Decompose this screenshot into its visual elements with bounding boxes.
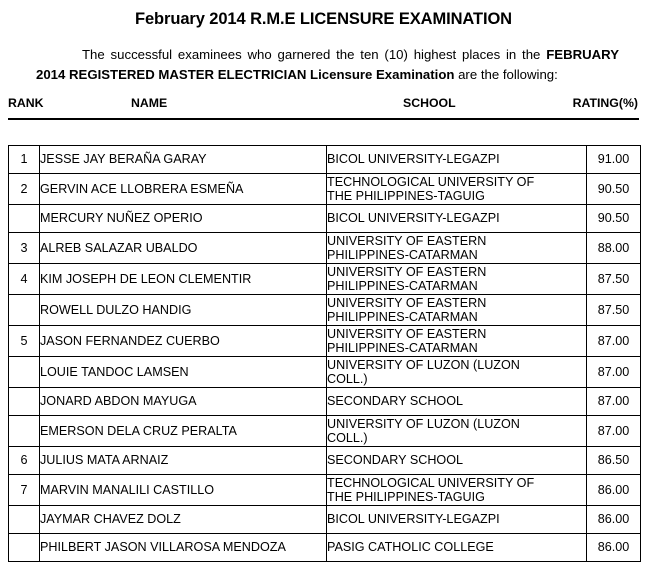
cell-school xyxy=(327,264,587,295)
cell-name: JAYMAR CHAVEZ DOLZ xyxy=(40,506,327,534)
cell-rank xyxy=(9,205,40,233)
cell-name: JESSE JAY BERAÑA GARAY xyxy=(40,146,327,174)
cell-rank xyxy=(9,506,40,534)
school-line-2: PHILIPPINES-CATARMAN xyxy=(327,279,478,293)
cell-school xyxy=(327,233,587,264)
school-line-2: THE PHILIPPINES-TAGUIG xyxy=(327,490,485,504)
school-line-1: SECONDARY SCHOOL xyxy=(327,394,464,409)
cell-school xyxy=(327,416,587,447)
cell-school xyxy=(327,357,587,388)
cell-school xyxy=(327,506,587,534)
school-line-2: PHILIPPINES-CATARMAN xyxy=(327,310,478,324)
school-line-2: THE PHILIPPINES-TAGUIG xyxy=(327,189,485,203)
cell-name: GERVIN ACE LLOBRERA ESMEÑA xyxy=(40,174,327,205)
cell-name: PHILBERT JASON VILLAROSA MENDOZA xyxy=(40,534,327,562)
cell-rank: 1 xyxy=(9,146,40,174)
cell-rank: 3 xyxy=(9,233,40,264)
school-line-2: PHILIPPINES-CATARMAN xyxy=(327,248,478,262)
cell-rank: 4 xyxy=(9,264,40,295)
page-title: February 2014 R.M.E LICENSURE EXAMINATION xyxy=(134,10,512,28)
school-line-1: UNIVERSITY OF EASTERN xyxy=(327,326,487,341)
table-row xyxy=(9,295,641,326)
cell-school xyxy=(327,388,587,416)
cell-rating: 90.50 xyxy=(587,174,641,205)
cell-rating: 91.00 xyxy=(587,146,641,174)
cell-school xyxy=(327,475,587,506)
school-line-1: TECHNOLOGICAL UNIVERSITY OF xyxy=(327,475,535,490)
table-row xyxy=(9,326,641,357)
school-line-1: BICOL UNIVERSITY-LEGAZPI xyxy=(327,152,500,167)
cell-name: JONARD ABDON MAYUGA xyxy=(40,388,327,416)
cell-rating: 86.00 xyxy=(587,475,641,506)
cell-rank: 2 xyxy=(9,174,40,205)
cell-name: KIM JOSEPH DE LEON CLEMENTIR xyxy=(40,264,327,295)
column-header-name: NAME xyxy=(131,96,168,110)
cell-name: MERCURY NUÑEZ OPERIO xyxy=(40,205,327,233)
table-row xyxy=(9,357,641,388)
cell-rating: 87.50 xyxy=(587,295,641,326)
table-row xyxy=(9,233,641,264)
table-row xyxy=(9,506,641,534)
cell-rating: 86.50 xyxy=(587,447,641,475)
cell-name: LOUIE TANDOC LAMSEN xyxy=(40,357,327,388)
cell-school xyxy=(327,205,587,233)
cell-rank xyxy=(9,357,40,388)
cell-rating: 90.50 xyxy=(587,205,641,233)
table-row xyxy=(9,475,641,506)
intro-text-suffix: are the following: xyxy=(454,66,558,82)
header-divider-rule xyxy=(8,118,639,120)
cell-rating: 86.00 xyxy=(587,534,641,562)
column-header-rating: RATING(%) xyxy=(572,96,638,110)
results-table-body xyxy=(9,146,641,562)
intro-text-prefix: The successful examinees who garnered the ten (10) highest places in the xyxy=(82,47,547,62)
cell-rating: 86.00 xyxy=(587,506,641,534)
school-line-1: SECONDARY SCHOOL xyxy=(327,453,464,468)
cell-name: JULIUS MATA ARNAIZ xyxy=(40,447,327,475)
intro-text-bold: FEBRUARY 2014 REGISTERED MASTER ELECTRICIAN Licensure Examination xyxy=(36,47,619,82)
cell-name: ALREB SALAZAR UBALDO xyxy=(40,233,327,264)
table-row xyxy=(9,205,641,233)
cell-rating: 87.00 xyxy=(587,388,641,416)
school-line-2: PHILIPPINES-CATARMAN xyxy=(327,341,478,355)
cell-rating: 87.00 xyxy=(587,416,641,447)
cell-school xyxy=(327,447,587,475)
school-line-2: COLL.) xyxy=(327,431,368,445)
school-line-1: UNIVERSITY OF LUZON (LUZON xyxy=(327,416,520,431)
cell-rank xyxy=(9,388,40,416)
column-header-school: SCHOOL xyxy=(403,96,456,110)
school-line-1: UNIVERSITY OF EASTERN xyxy=(327,295,487,310)
cell-rating: 88.00 xyxy=(587,233,641,264)
table-row xyxy=(9,534,641,562)
cell-name: ROWELL DULZO HANDIG xyxy=(40,295,327,326)
cell-name: JASON FERNANDEZ CUERBO xyxy=(40,326,327,357)
table-row xyxy=(9,416,641,447)
cell-name: EMERSON DELA CRUZ PERALTA xyxy=(40,416,327,447)
cell-rank xyxy=(9,416,40,447)
cell-rank: 6 xyxy=(9,447,40,475)
table-row xyxy=(9,388,641,416)
cell-rank xyxy=(9,295,40,326)
table-row xyxy=(9,447,641,475)
cell-rating: 87.00 xyxy=(587,326,641,357)
results-table xyxy=(8,145,641,562)
school-line-1: UNIVERSITY OF EASTERN xyxy=(327,264,487,279)
table-row xyxy=(9,264,641,295)
school-line-1: BICOL UNIVERSITY-LEGAZPI xyxy=(327,211,500,226)
intro-paragraph xyxy=(0,29,647,84)
school-line-1: PASIG CATHOLIC COLLEGE xyxy=(327,540,494,555)
column-header-rank: RANK xyxy=(8,96,44,110)
table-row xyxy=(9,146,641,174)
school-line-1: UNIVERSITY OF LUZON (LUZON xyxy=(327,357,520,372)
cell-rank: 5 xyxy=(9,326,40,357)
cell-school xyxy=(327,534,587,562)
cell-school xyxy=(327,174,587,205)
cell-school xyxy=(327,295,587,326)
cell-school xyxy=(327,146,587,174)
cell-rating: 87.50 xyxy=(587,264,641,295)
cell-rating: 87.00 xyxy=(587,357,641,388)
cell-school xyxy=(327,326,587,357)
school-line-1: BICOL UNIVERSITY-LEGAZPI xyxy=(327,512,500,527)
school-line-1: TECHNOLOGICAL UNIVERSITY OF xyxy=(327,174,535,189)
table-column-headers xyxy=(0,96,647,114)
table-row xyxy=(9,174,641,205)
cell-name: MARVIN MANALILI CASTILLO xyxy=(40,475,327,506)
school-line-2: COLL.) xyxy=(327,372,368,386)
cell-rank xyxy=(9,534,40,562)
cell-rank: 7 xyxy=(9,475,40,506)
school-line-1: UNIVERSITY OF EASTERN xyxy=(327,233,487,248)
